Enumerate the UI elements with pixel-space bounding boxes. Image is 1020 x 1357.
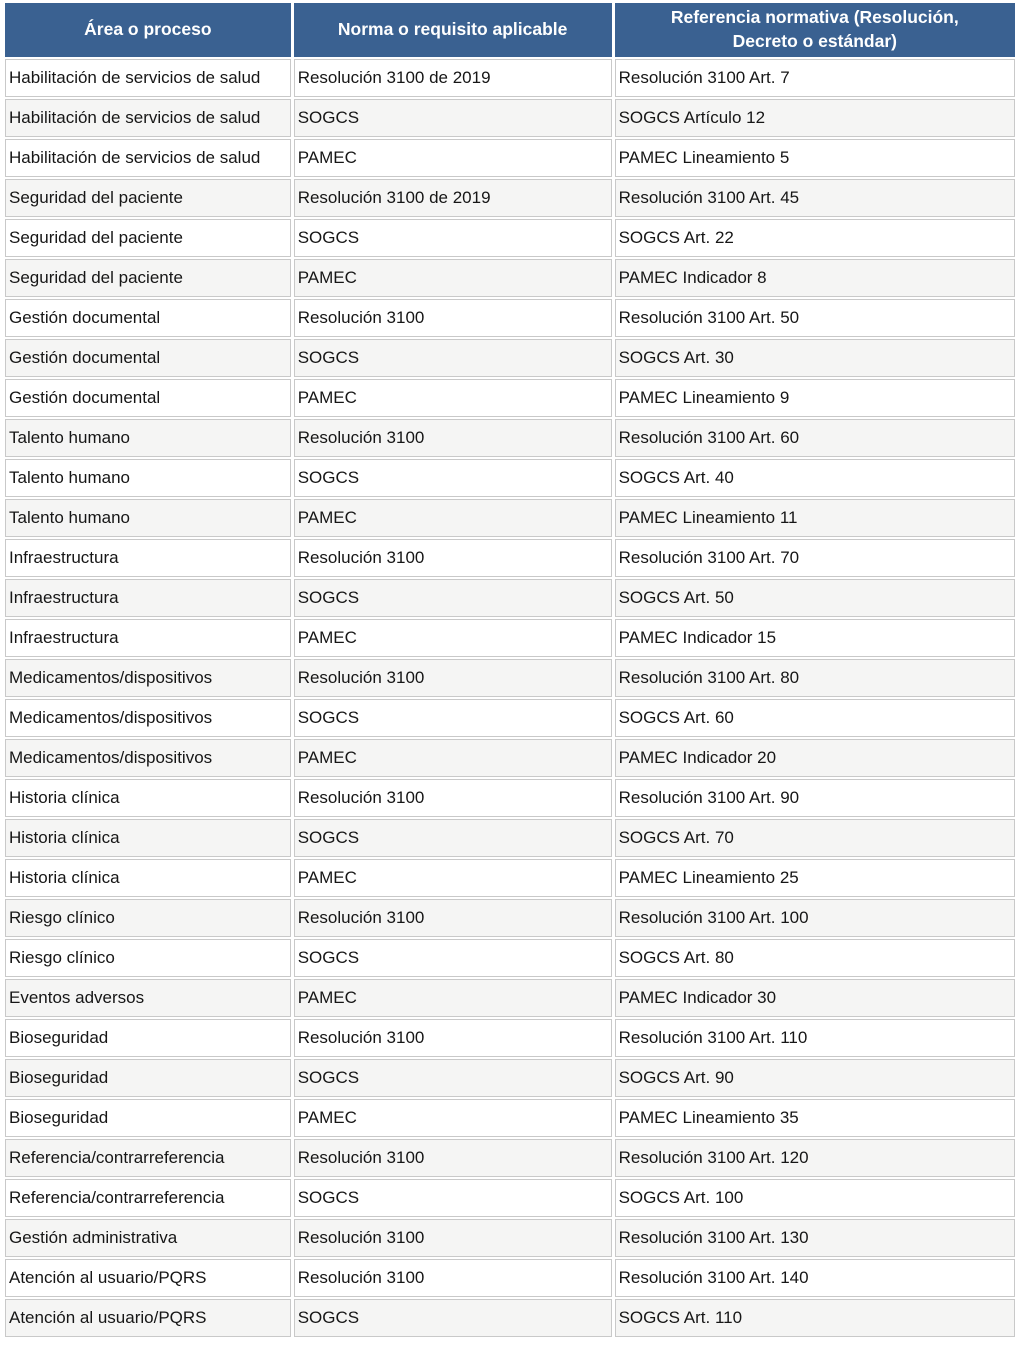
table-row [5, 859, 1015, 897]
cell-norma-requisito: Resolución 3100 [294, 1219, 612, 1257]
cell-area-proceso: Infraestructura [5, 539, 291, 577]
cell-referencia-normativa: PAMEC Indicador 20 [615, 739, 1015, 777]
cell-referencia-normativa: SOGCS Art. 90 [615, 1059, 1015, 1097]
cell-area-proceso: Bioseguridad [5, 1019, 291, 1057]
table-row [5, 619, 1015, 657]
cell-referencia-normativa: Resolución 3100 Art. 140 [615, 1259, 1015, 1297]
cell-area-proceso: Talento humano [5, 419, 291, 457]
table-row [5, 1259, 1015, 1297]
cell-norma-requisito: SOGCS [294, 699, 612, 737]
cell-referencia-normativa: Resolución 3100 Art. 120 [615, 1139, 1015, 1177]
cell-referencia-normativa: SOGCS Artículo 12 [615, 99, 1015, 137]
cell-norma-requisito: SOGCS [294, 579, 612, 617]
cell-referencia-normativa: SOGCS Art. 50 [615, 579, 1015, 617]
cell-norma-requisito: Resolución 3100 [294, 899, 612, 937]
cell-area-proceso: Medicamentos/dispositivos [5, 699, 291, 737]
cell-referencia-normativa: SOGCS Art. 30 [615, 339, 1015, 377]
table-row [5, 939, 1015, 977]
cell-area-proceso: Eventos adversos [5, 979, 291, 1017]
cell-area-proceso: Gestión documental [5, 379, 291, 417]
cell-area-proceso: Historia clínica [5, 859, 291, 897]
cell-norma-requisito: SOGCS [294, 1179, 612, 1217]
cell-referencia-normativa: Resolución 3100 Art. 100 [615, 899, 1015, 937]
cell-norma-requisito: Resolución 3100 de 2019 [294, 179, 612, 217]
cell-area-proceso: Atención al usuario/PQRS [5, 1299, 291, 1337]
cell-norma-requisito: PAMEC [294, 139, 612, 177]
table-row [5, 659, 1015, 697]
cell-area-proceso: Historia clínica [5, 819, 291, 857]
cell-norma-requisito: SOGCS [294, 1299, 612, 1337]
cell-norma-requisito: Resolución 3100 [294, 1139, 612, 1177]
table-header-row [5, 3, 1015, 57]
column-header-area-proceso: Área o proceso [5, 3, 291, 57]
table-row [5, 139, 1015, 177]
table-row [5, 979, 1015, 1017]
column-header-referencia-line2: Decreto o estándar) [732, 31, 897, 51]
cell-norma-requisito: Resolución 3100 [294, 539, 612, 577]
cell-referencia-normativa: SOGCS Art. 22 [615, 219, 1015, 257]
table-row [5, 1219, 1015, 1257]
table-row [5, 459, 1015, 497]
cell-area-proceso: Seguridad del paciente [5, 259, 291, 297]
cell-area-proceso: Riesgo clínico [5, 939, 291, 977]
table-row [5, 779, 1015, 817]
column-header-referencia-line1: Referencia normativa (Resolución, [670, 7, 959, 28]
cell-norma-requisito: SOGCS [294, 339, 612, 377]
table-row [5, 819, 1015, 857]
cell-area-proceso: Habilitación de servicios de salud [5, 139, 291, 177]
table-row [5, 419, 1015, 457]
cell-norma-requisito: Resolución 3100 [294, 1019, 612, 1057]
cell-referencia-normativa: PAMEC Lineamiento 5 [615, 139, 1015, 177]
table-row [5, 899, 1015, 937]
cell-norma-requisito: PAMEC [294, 499, 612, 537]
cell-area-proceso: Habilitación de servicios de salud [5, 59, 291, 97]
cell-referencia-normativa: SOGCS Art. 80 [615, 939, 1015, 977]
cell-referencia-normativa: Resolución 3100 Art. 50 [615, 299, 1015, 337]
cell-norma-requisito: SOGCS [294, 219, 612, 257]
cell-referencia-normativa: Resolución 3100 Art. 80 [615, 659, 1015, 697]
cell-norma-requisito: SOGCS [294, 99, 612, 137]
cell-norma-requisito: SOGCS [294, 459, 612, 497]
cell-area-proceso: Bioseguridad [5, 1099, 291, 1137]
cell-referencia-normativa: Resolución 3100 Art. 60 [615, 419, 1015, 457]
cell-norma-requisito: PAMEC [294, 619, 612, 657]
table-row [5, 739, 1015, 777]
column-header-norma-requisito: Norma o requisito aplicable [294, 3, 612, 57]
cell-area-proceso: Referencia/contrarreferencia [5, 1139, 291, 1177]
table-row [5, 219, 1015, 257]
cell-norma-requisito: PAMEC [294, 739, 612, 777]
cell-norma-requisito: PAMEC [294, 859, 612, 897]
cell-referencia-normativa: SOGCS Art. 110 [615, 1299, 1015, 1337]
cell-referencia-normativa: PAMEC Indicador 15 [615, 619, 1015, 657]
cell-area-proceso: Gestión documental [5, 339, 291, 377]
cell-referencia-normativa: PAMEC Lineamiento 25 [615, 859, 1015, 897]
cell-area-proceso: Medicamentos/dispositivos [5, 739, 291, 777]
cell-area-proceso: Atención al usuario/PQRS [5, 1259, 291, 1297]
cell-norma-requisito: SOGCS [294, 1059, 612, 1097]
cell-area-proceso: Seguridad del paciente [5, 219, 291, 257]
cell-norma-requisito: SOGCS [294, 819, 612, 857]
table-row [5, 1179, 1015, 1217]
cell-referencia-normativa: SOGCS Art. 40 [615, 459, 1015, 497]
cell-referencia-normativa: SOGCS Art. 100 [615, 1179, 1015, 1217]
cell-area-proceso: Referencia/contrarreferencia [5, 1179, 291, 1217]
column-header-referencia-normativa [615, 3, 1015, 57]
cell-norma-requisito: Resolución 3100 [294, 779, 612, 817]
cell-referencia-normativa: PAMEC Lineamiento 35 [615, 1099, 1015, 1137]
table-row [5, 1299, 1015, 1337]
cell-referencia-normativa: SOGCS Art. 70 [615, 819, 1015, 857]
cell-referencia-normativa: PAMEC Indicador 8 [615, 259, 1015, 297]
table-row [5, 179, 1015, 217]
cell-norma-requisito: Resolución 3100 [294, 659, 612, 697]
cell-area-proceso: Talento humano [5, 459, 291, 497]
cell-norma-requisito: SOGCS [294, 939, 612, 977]
table-row [5, 1019, 1015, 1057]
table-row [5, 339, 1015, 377]
cell-referencia-normativa: Resolución 3100 Art. 130 [615, 1219, 1015, 1257]
table-body [5, 59, 1015, 1337]
cell-norma-requisito: PAMEC [294, 379, 612, 417]
cell-area-proceso: Bioseguridad [5, 1059, 291, 1097]
cell-norma-requisito: Resolución 3100 de 2019 [294, 59, 612, 97]
cell-area-proceso: Gestión documental [5, 299, 291, 337]
cell-norma-requisito: Resolución 3100 [294, 419, 612, 457]
table-row [5, 499, 1015, 537]
cell-norma-requisito: Resolución 3100 [294, 299, 612, 337]
cell-referencia-normativa: Resolución 3100 Art. 45 [615, 179, 1015, 217]
table-row [5, 1059, 1015, 1097]
table-row [5, 1099, 1015, 1137]
table-row [5, 539, 1015, 577]
cell-referencia-normativa: Resolución 3100 Art. 90 [615, 779, 1015, 817]
cell-area-proceso: Gestión administrativa [5, 1219, 291, 1257]
table-row [5, 579, 1015, 617]
cell-norma-requisito: Resolución 3100 [294, 1259, 612, 1297]
table-row [5, 379, 1015, 417]
cell-referencia-normativa: PAMEC Indicador 30 [615, 979, 1015, 1017]
table-row [5, 59, 1015, 97]
normative-reference-table [2, 1, 1018, 1339]
table-row [5, 699, 1015, 737]
cell-referencia-normativa: Resolución 3100 Art. 7 [615, 59, 1015, 97]
table-row [5, 299, 1015, 337]
table-row [5, 259, 1015, 297]
cell-area-proceso: Riesgo clínico [5, 899, 291, 937]
cell-referencia-normativa: Resolución 3100 Art. 110 [615, 1019, 1015, 1057]
table-row [5, 1139, 1015, 1177]
cell-norma-requisito: PAMEC [294, 979, 612, 1017]
table-row [5, 99, 1015, 137]
cell-area-proceso: Habilitación de servicios de salud [5, 99, 291, 137]
cell-referencia-normativa: Resolución 3100 Art. 70 [615, 539, 1015, 577]
cell-area-proceso: Medicamentos/dispositivos [5, 659, 291, 697]
cell-area-proceso: Seguridad del paciente [5, 179, 291, 217]
cell-area-proceso: Infraestructura [5, 579, 291, 617]
cell-referencia-normativa: SOGCS Art. 60 [615, 699, 1015, 737]
cell-referencia-normativa: PAMEC Lineamiento 11 [615, 499, 1015, 537]
cell-area-proceso: Talento humano [5, 499, 291, 537]
cell-norma-requisito: PAMEC [294, 259, 612, 297]
cell-referencia-normativa: PAMEC Lineamiento 9 [615, 379, 1015, 417]
cell-norma-requisito: PAMEC [294, 1099, 612, 1137]
cell-area-proceso: Historia clínica [5, 779, 291, 817]
cell-area-proceso: Infraestructura [5, 619, 291, 657]
